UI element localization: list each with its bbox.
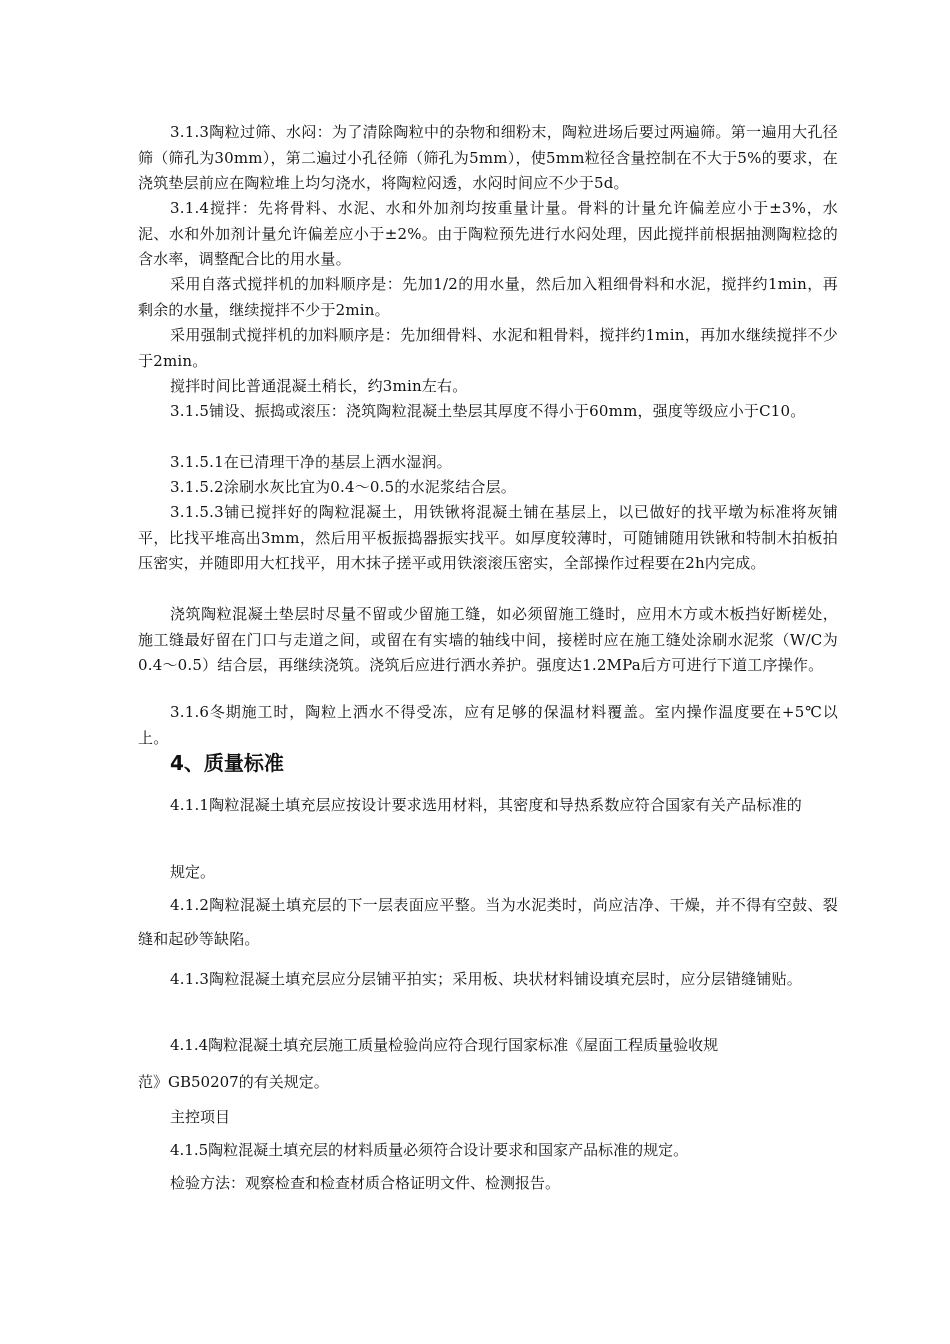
paragraph-construction-joint: 浇筑陶粒混凝土垫层时尽量不留或少留施工缝，如必须留施工缝时，应用木方或木板挡好断槎处，施工缝最好留在门口与走道之间，或留在有实墙的轴线中间，接槎时应在施工缝处涂刷水泥浆（W/C为0.4～0.5）结合层，再继续浇筑。浇筑后应进行洒水养护。强度达1.2MPa后方可进行下道工序操作。	[138, 605, 838, 674]
paragraph-3-1-5-3: 3.1.5.3铺已搅拌好的陶粒混凝土，用铁锹将混凝土铺在基层上，以已做好的找平墩为标准将灰铺平，比找平堆高出3mm，然后用平板振捣器振实找平。如厚度较薄时，可随铺随用铁锹和特制木拍板拍压密实，并随即用大杠找平，用木抹子搓平或用铁滚滚压密实，全部操作过程要在2h内完成。	[138, 503, 838, 572]
paragraph-4-1-1-continued: 规定。	[170, 863, 216, 881]
section-heading-quality-standard: 4、质量标准	[170, 751, 284, 775]
paragraph-3-1-4: 3.1.4搅拌：先将骨料、水泥、水和外加剂均按重量计量。骨料的计量允许偏差应小于±3%，水泥、水和外加剂计量允许偏差应小于±2%。由于陶粒预先进行水闷处理，因此搅拌前根据抽测陶粒捻的含水率，调整配合比的用水量。	[138, 199, 838, 268]
paragraph-3-1-5-2: 3.1.5.2涂刷水灰比宜为0.4～0.5的水泥浆结合层。	[170, 478, 516, 496]
paragraph-4-1-4: 4.1.4陶粒混凝土填充层施工质量检验尚应符合现行国家标准《屋面工程质量验收规	[170, 1036, 719, 1054]
paragraph-3-1-5-1: 3.1.5.1在已清理干净的基层上洒水湿润。	[170, 453, 452, 471]
paragraph-3-1-3: 3.1.3陶粒过筛、水闷：为了清除陶粒中的杂物和细粉末，陶粒进场后要过两遍筛。第一遍用大孔径筛（筛孔为30mm），第二遍过小孔径筛（筛孔为5mm），使5mm粒径含量控制在不大于5%的要求，在浇筑垫层前应在陶粒堆上均匀浇水，将陶粒闷透，水闷时间应不少于5d。	[138, 123, 838, 192]
paragraph-4-1-1: 4.1.1陶粒混凝土填充层应按设计要求选用材料，其密度和导热系数应符合国家有关产品标准的	[170, 796, 802, 814]
paragraph-4-1-4-continued: 范》GB50207的有关规定。	[138, 1073, 329, 1091]
paragraph-3-1-5: 3.1.5铺设、振捣或滚压：浇筑陶粒混凝土垫层其厚度不得小于60mm，强度等级应小于C10。	[170, 402, 806, 420]
paragraph-4-1-2: 4.1.2陶粒混凝土填充层的下一层表面应平整。当为水泥类时，尚应洁净、干燥，并不得有空鼓、裂缝和起砂等缺陷。	[138, 896, 838, 948]
paragraph-3-1-6: 3.1.6冬期施工时，陶粒上洒水不得受冻，应有足够的保温材料覆盖。室内操作温度要在+5℃以上。	[138, 703, 838, 747]
paragraph-4-1-5: 4.1.5陶粒混凝土填充层的材料质量必须符合设计要求和国家产品标准的规定。	[170, 1141, 689, 1159]
paragraph-forced-mixer: 采用强制式搅拌机的加料顺序是：先加细骨料、水泥和粗骨料，搅拌约1min，再加水继续搅拌不少于2min。	[138, 326, 838, 370]
paragraph-inspection-method: 检验方法：观察检查和检查材质合格证明文件、检测报告。	[170, 1174, 561, 1192]
paragraph-free-fall-mixer: 采用自落式搅拌机的加料顺序是：先加1/2的用水量，然后加入粗细骨料和水泥，搅拌约1min，再剩余的水量，继续搅拌不少于2min。	[138, 275, 838, 319]
subheading-main-control-items: 主控项目	[170, 1108, 231, 1126]
paragraph-mix-time: 搅拌时间比普通混凝土稍长，约3min左右。	[170, 377, 468, 395]
paragraph-4-1-3: 4.1.3陶粒混凝土填充层应分层铺平拍实；采用板、块状材料铺设填充层时，应分层错缝铺贴。	[170, 970, 802, 988]
